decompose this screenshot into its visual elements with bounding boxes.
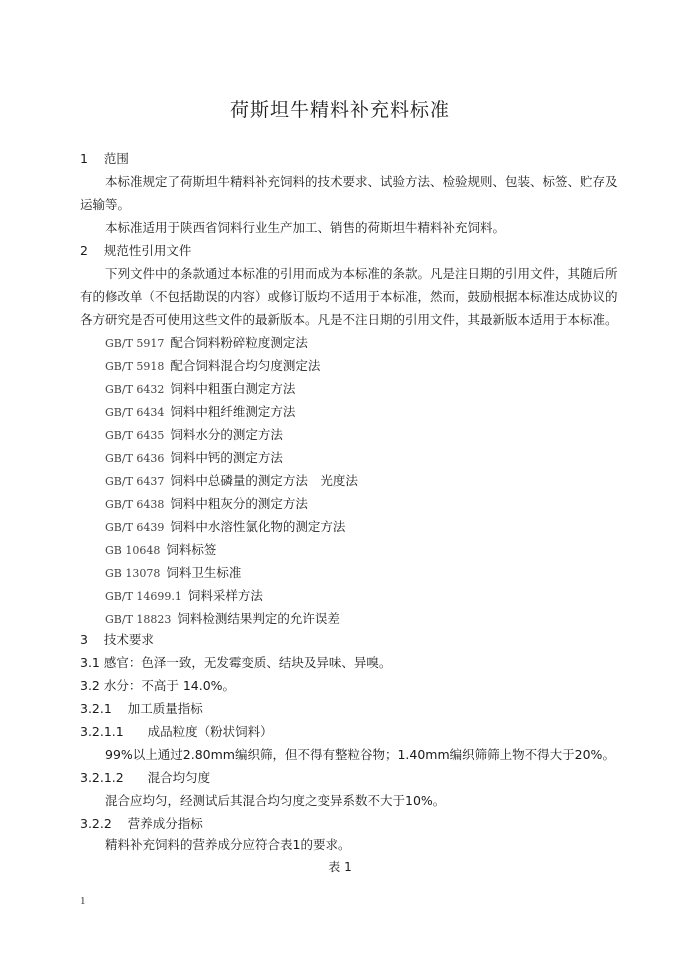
reference-item xyxy=(105,521,345,534)
section-3-2-1-1-heading xyxy=(80,726,273,739)
table-caption: 表 1 xyxy=(328,860,352,874)
paragraph-refs-2: 有的修改单（不包括勘误的内容）或修订版均不适用于本标准，然而，鼓励根据本标准达成协议的 xyxy=(80,289,618,304)
document-title: 荷斯坦牛精料补充料标准 xyxy=(229,99,450,121)
section-number: 1 xyxy=(80,151,88,166)
reference-item xyxy=(105,498,308,511)
reference-title: 饲料中水溶性氯化物的测定方法 xyxy=(170,519,346,534)
reference-title: 饲料标签 xyxy=(166,542,217,557)
page-number: 1 xyxy=(80,895,86,907)
section-3-1: 3.1 感官：色泽一致，无发霉变质、结块及异味、异嗅。 xyxy=(80,655,392,670)
reference-code: GB/T 14699.1 xyxy=(105,590,182,603)
reference-title: 饲料采样方法 xyxy=(187,588,263,603)
reference-title: 饲料检测结果判定的允许误差 xyxy=(177,611,340,626)
section-3-2-1-2-heading xyxy=(80,772,210,785)
reference-item xyxy=(105,452,283,465)
section-3-2-1-heading xyxy=(80,703,203,716)
reference-code: GB/T 6436 xyxy=(105,452,165,465)
reference-code: GB 10648 xyxy=(105,544,161,557)
paragraph-refs-1: 下列文件中的条款通过本标准的引用而成为本标准的条款。凡是注日期的引用文件，其随后所 xyxy=(105,266,618,281)
reference-title: 饲料中钙的测定方法 xyxy=(170,450,283,465)
reference-code: GB/T 6432 xyxy=(105,383,165,396)
section-3-2-2-heading xyxy=(80,818,203,831)
reference-item xyxy=(105,567,241,580)
reference-title: 饲料中粗灰分的测定方法 xyxy=(170,496,308,511)
section-number: 3.2.1 xyxy=(80,701,112,716)
paragraph-granularity: 99%以上通过2.80mm编织筛，但不得有整粒谷物；1.40mm编织筛筛上物不得大于20%。 xyxy=(105,747,615,762)
section-number: 3.2.2 xyxy=(80,816,112,831)
reference-item xyxy=(105,590,263,603)
paragraph-mixing: 混合应均匀，经测试后其混合均匀度之变异系数不大于10%。 xyxy=(105,793,446,808)
section-title: 混合均匀度 xyxy=(147,770,211,785)
paragraph-nutrition: 精料补充饲料的营养成分应符合表1的要求。 xyxy=(105,837,351,852)
reference-code: GB/T 5917 xyxy=(105,337,165,350)
section-title: 范围 xyxy=(103,151,129,166)
section-title: 技术要求 xyxy=(103,632,154,647)
reference-item xyxy=(105,475,358,488)
section-title: 规范性引用文件 xyxy=(103,243,192,258)
section-3-2: 3.2 水分：不高于 14.0%。 xyxy=(80,678,236,693)
section-title: 加工质量指标 xyxy=(127,701,203,716)
section-number: 3 xyxy=(80,632,88,647)
section-number: 3.2.1.2 xyxy=(80,770,124,785)
reference-item xyxy=(105,360,320,373)
reference-item xyxy=(105,406,295,419)
section-2-heading xyxy=(80,245,191,258)
reference-item xyxy=(105,613,340,626)
section-title: 营养成分指标 xyxy=(127,816,203,831)
paragraph-scope-2: 本标准适用于陕西省饲料行业生产加工、销售的荷斯坦牛精料补充饲料。 xyxy=(105,220,506,235)
reference-title: 饲料水分的测定方法 xyxy=(170,427,283,442)
reference-title: 配合饲料混合均匀度测定法 xyxy=(170,358,321,373)
reference-title: 配合饲料粉碎粒度测定法 xyxy=(170,335,308,350)
reference-title: 饲料中总磷量的测定方法 光度法 xyxy=(170,473,358,488)
reference-title: 饲料中粗纤维测定方法 xyxy=(170,404,296,419)
reference-item xyxy=(105,337,308,350)
reference-code: GB/T 6435 xyxy=(105,429,165,442)
reference-item xyxy=(105,429,283,442)
paragraph-scope-1: 本标准规定了荷斯坦牛精料补充饲料的技术要求、试验方法、检验规则、包装、标签、贮存及 xyxy=(105,174,618,189)
reference-code: GB/T 6437 xyxy=(105,475,165,488)
section-1-heading xyxy=(80,153,129,166)
reference-item xyxy=(105,383,295,396)
reference-code: GB 13078 xyxy=(105,567,161,580)
paragraph-refs-3: 各方研究是否可使用这些文件的最新版本。凡是不注日期的引用文件，其最新版本适用于本标准。 xyxy=(80,312,618,327)
reference-title: 饲料卫生标准 xyxy=(166,565,242,580)
section-number: 3.2.1.1 xyxy=(80,724,124,739)
reference-code: GB/T 6434 xyxy=(105,406,165,419)
reference-code: GB/T 6439 xyxy=(105,521,165,534)
reference-item xyxy=(105,544,216,557)
reference-code: GB/T 18823 xyxy=(105,613,172,626)
section-3-heading xyxy=(80,634,154,647)
section-title: 成品粒度（粉状饲料） xyxy=(147,724,273,739)
section-number: 2 xyxy=(80,243,88,258)
reference-code: GB/T 5918 xyxy=(105,360,165,373)
paragraph-scope-1-cont: 运输等。 xyxy=(80,197,131,212)
reference-title: 饲料中粗蛋白测定方法 xyxy=(170,381,296,396)
reference-code: GB/T 6438 xyxy=(105,498,165,511)
